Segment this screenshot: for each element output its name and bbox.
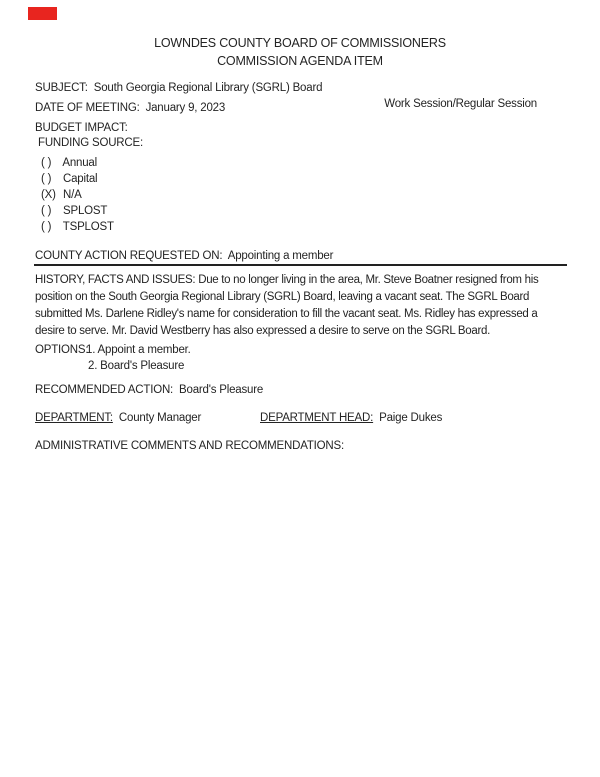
county-action-value: Appointing a member: [227, 250, 334, 262]
checkbox-mark: ( ): [41, 221, 52, 233]
funding-option-label: N/A: [63, 189, 82, 201]
department-head-line: [260, 412, 442, 424]
checkbox-mark: ( ): [41, 157, 52, 169]
section-divider-line: [34, 264, 567, 266]
checkbox-mark-checked: (X): [41, 189, 56, 201]
history-text: Due to no longer living in the area, Mr. Steve Boatner resigned from his position on the South Georgia Regional Library (SGRL) Board, leaving a vacant seat. The SGRL Board submitted Ms. Darlene Ridley's name for consideration to fill the vacant seat. Ms. Ridley has expressed a desire to serve. Mr. David Westberry has also expressed a desire to serve on the SGRL Board.: [35, 274, 539, 337]
checkbox-mark: ( ): [41, 205, 52, 217]
option-item-1: 1. Appoint a member.: [86, 344, 191, 356]
department-line: [35, 412, 201, 424]
document-title: [0, 35, 600, 70]
county-action-label: COUNTY ACTION REQUESTED ON:: [35, 250, 223, 262]
session-type-label: Work Session/Regular Session: [384, 98, 537, 110]
subject-value: South Georgia Regional Library (SGRL) Board: [93, 82, 323, 94]
funding-option-capital: [41, 173, 97, 185]
funding-option-na: [41, 189, 82, 201]
admin-comments-label: ADMINISTRATIVE COMMENTS AND RECOMMENDATIONS:: [35, 440, 344, 452]
county-action-line: [35, 250, 333, 262]
option-item-2: 2. Board's Pleasure: [88, 360, 185, 372]
document-subtitle: COMMISSION AGENDA ITEM: [217, 53, 383, 68]
budget-impact-label: BUDGET IMPACT:: [35, 122, 128, 134]
department-label: DEPARTMENT:: [35, 412, 113, 424]
subject-label: SUBJECT:: [35, 82, 88, 94]
checkbox-mark: ( ): [41, 173, 52, 185]
recommended-action-label: RECOMMENDED ACTION:: [35, 384, 174, 396]
department-head-label: DEPARTMENT HEAD:: [260, 412, 374, 424]
recommended-action-value: Board's Pleasure: [179, 384, 264, 396]
funding-option-annual: [41, 157, 97, 169]
funding-source-label: FUNDING SOURCE:: [38, 137, 143, 149]
department-value: County Manager: [118, 412, 202, 424]
department-head-value: Paige Dukes: [379, 412, 443, 424]
history-label: HISTORY, FACTS AND ISSUES:: [35, 274, 196, 286]
org-title: LOWNDES COUNTY BOARD OF COMMISSIONERS: [154, 36, 446, 50]
history-paragraph: [35, 272, 568, 340]
funding-option-label: TSPLOST: [62, 221, 114, 233]
funding-option-splost: [41, 205, 107, 217]
recommended-action-line: [35, 384, 263, 396]
meeting-date-value: January 9, 2023: [145, 102, 226, 114]
funding-option-tsplost: [41, 221, 114, 233]
subject-line: [35, 82, 322, 94]
funding-option-label: SPLOST: [63, 205, 108, 217]
red-stamp-mark: [28, 7, 57, 20]
funding-option-label: Capital: [63, 173, 98, 185]
options-label: OPTIONS:: [35, 344, 89, 356]
meeting-date-line: [35, 102, 225, 114]
funding-option-label: Annual: [62, 157, 97, 169]
meeting-date-label: DATE OF MEETING:: [35, 102, 140, 114]
